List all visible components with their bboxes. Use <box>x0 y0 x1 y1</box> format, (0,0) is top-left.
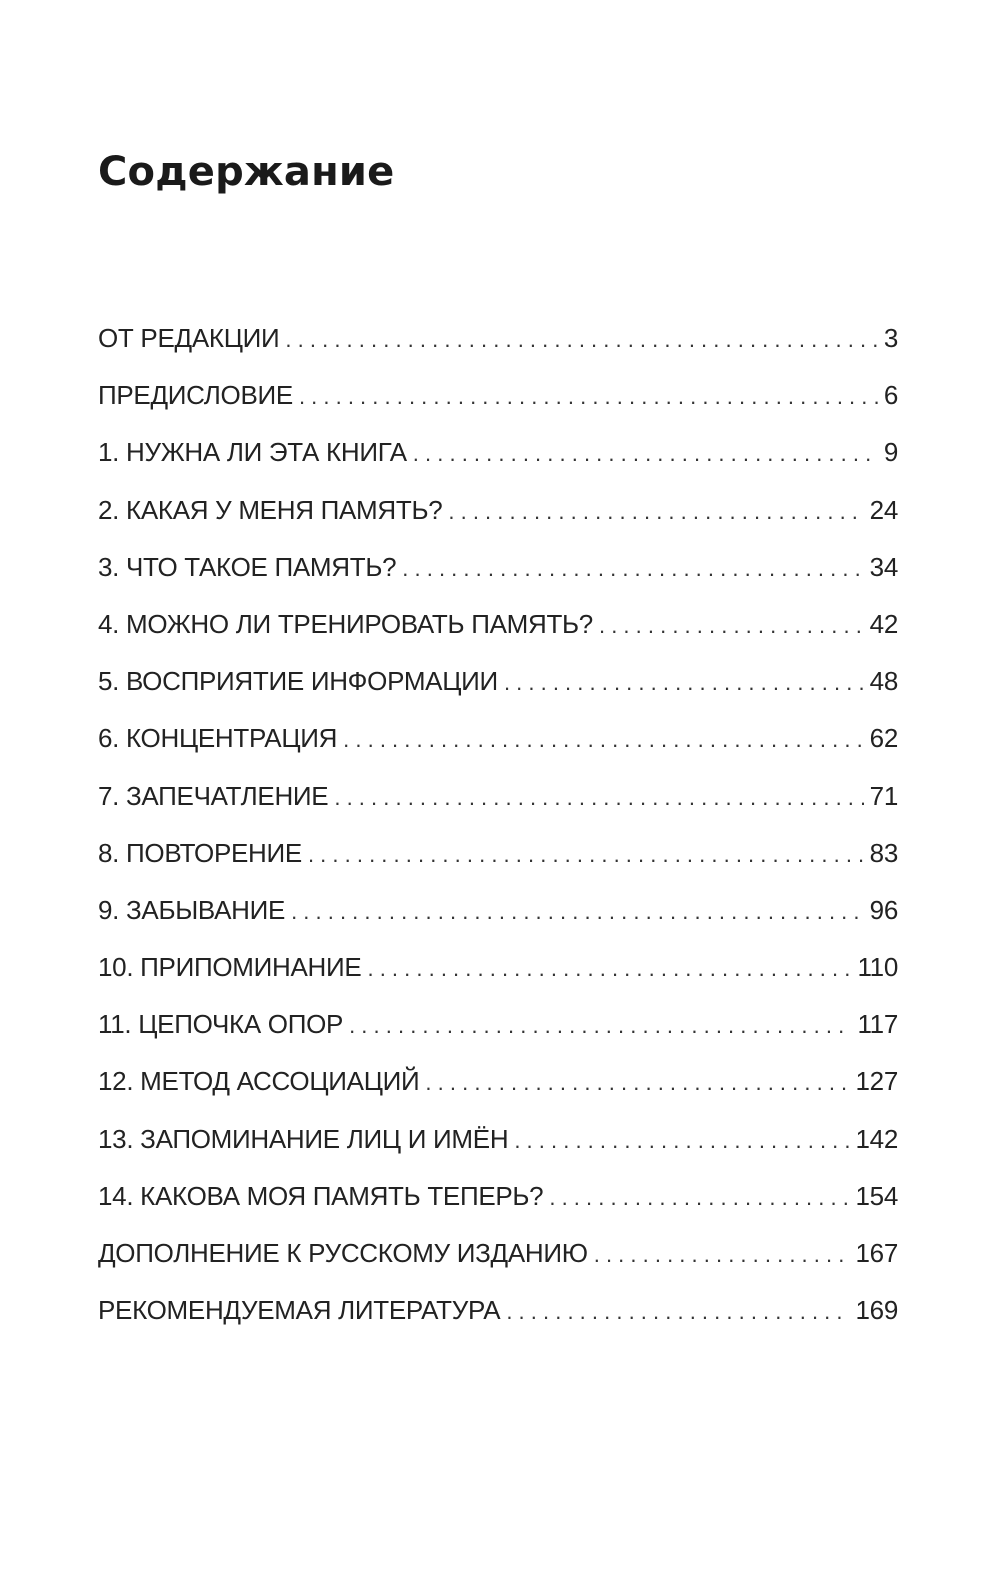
toc-entry[interactable] <box>98 996 898 1053</box>
toc-dot-leader <box>299 368 878 425</box>
toc-entry-label: 12. МЕТОД АССОЦИАЦИЙ <box>98 1066 420 1097</box>
toc-dot-leader <box>448 483 863 540</box>
toc-entry-page: 142 <box>855 1123 898 1154</box>
toc-dot-leader <box>291 883 864 940</box>
toc-entry-label: 7. ЗАПЕЧАТЛЕНИЕ <box>98 780 329 811</box>
toc-entry-label: 10. ПРИПОМИНАНИЕ <box>98 952 362 983</box>
toc-entry-page: 71 <box>869 780 898 811</box>
toc-entry[interactable] <box>98 1111 898 1168</box>
toc-entry-page: 48 <box>869 666 898 697</box>
toc-entry-label: 4. МОЖНО ЛИ ТРЕНИРОВАТЬ ПАМЯТЬ? <box>98 608 593 639</box>
toc-entry-page: 83 <box>869 837 898 868</box>
toc-dot-leader <box>594 1226 850 1283</box>
toc-entry-label: 1. НУЖНА ЛИ ЭТА КНИГА <box>98 437 407 468</box>
toc-entry-label: 13. ЗАПОМИНАНИЕ ЛИЦ И ИМЁН <box>98 1123 509 1154</box>
toc-entry-page: 167 <box>855 1238 898 1268</box>
page-title: Содержание <box>98 149 395 195</box>
toc-dot-leader <box>514 1112 849 1169</box>
toc-entry[interactable] <box>98 882 898 939</box>
toc-entry-label: 3. ЧТО ТАКОЕ ПАМЯТЬ? <box>98 551 397 582</box>
toc-entry-page: 154 <box>855 1180 898 1211</box>
toc-entry-page: 110 <box>857 952 898 983</box>
toc-entry[interactable] <box>98 367 898 424</box>
toc-entry-label: ОТ РЕДАКЦИИ <box>98 323 280 353</box>
toc-entry[interactable] <box>98 1053 898 1110</box>
toc-entry-label: 14. КАКОВА МОЯ ПАМЯТЬ ТЕПЕРЬ? <box>98 1180 544 1211</box>
toc-entry-label: 9. ЗАБЫВАНИЕ <box>98 894 286 925</box>
toc-entry-label: 8. ПОВТОРЕНИЕ <box>98 837 302 868</box>
toc-dot-leader <box>285 311 877 368</box>
toc-dot-leader <box>413 425 878 482</box>
toc-entry-page: 9 <box>883 437 898 468</box>
toc-entry-label: 2. КАКАЯ У МЕНЯ ПАМЯТЬ? <box>98 494 443 525</box>
toc-dot-leader <box>549 1169 849 1226</box>
toc-entry-label: 11. ЦЕПОЧКА ОПОР <box>98 1009 344 1040</box>
toc-dot-leader <box>343 711 864 768</box>
toc-entry[interactable] <box>98 825 898 882</box>
toc-dot-leader <box>349 997 851 1054</box>
toc-dot-leader <box>367 940 851 997</box>
toc-entry[interactable] <box>98 710 898 767</box>
toc-entry-page: 3 <box>883 323 898 353</box>
toc-dot-leader <box>334 769 863 826</box>
toc-dot-leader <box>599 597 864 654</box>
toc-entry-page: 34 <box>869 551 898 582</box>
toc-entry-page: 96 <box>869 894 898 925</box>
toc-entry[interactable] <box>98 1168 898 1225</box>
toc-entry-page: 6 <box>883 380 898 411</box>
toc-entry[interactable] <box>98 768 898 825</box>
toc-entry[interactable] <box>98 539 898 596</box>
toc-entry-page: 117 <box>857 1009 898 1040</box>
toc-entry-page: 42 <box>869 608 898 639</box>
toc-entry[interactable] <box>98 653 898 710</box>
toc-entry-page: 127 <box>855 1066 898 1097</box>
toc-entry[interactable] <box>98 1225 898 1282</box>
toc-dot-leader <box>504 654 864 711</box>
toc-entry-page: 169 <box>855 1295 898 1326</box>
toc-dot-leader <box>402 540 863 597</box>
toc-dot-leader <box>506 1283 849 1340</box>
toc-entry[interactable] <box>98 939 898 996</box>
toc-entry-label: 6. КОНЦЕНТРАЦИЯ <box>98 723 338 754</box>
toc-dot-leader <box>308 826 864 883</box>
toc-dot-leader <box>425 1054 849 1111</box>
toc-entry-label: 5. ВОСПРИЯТИЕ ИНФОРМАЦИИ <box>98 666 498 697</box>
table-of-contents <box>98 310 898 1339</box>
toc-entry[interactable] <box>98 310 898 367</box>
toc-entry-page: 24 <box>869 494 898 525</box>
toc-entry[interactable] <box>98 1282 898 1339</box>
toc-entry[interactable] <box>98 482 898 539</box>
toc-entry[interactable] <box>98 424 898 481</box>
toc-entry-label: ДОПОЛНЕНИЕ К РУССКОМУ ИЗДАНИЮ <box>98 1238 588 1268</box>
toc-entry[interactable] <box>98 596 898 653</box>
toc-entry-page: 62 <box>869 723 898 754</box>
toc-entry-label: ПРЕДИСЛОВИЕ <box>98 380 293 411</box>
toc-entry-label: РЕКОМЕНДУЕМАЯ ЛИТЕРАТУРА <box>98 1295 501 1326</box>
